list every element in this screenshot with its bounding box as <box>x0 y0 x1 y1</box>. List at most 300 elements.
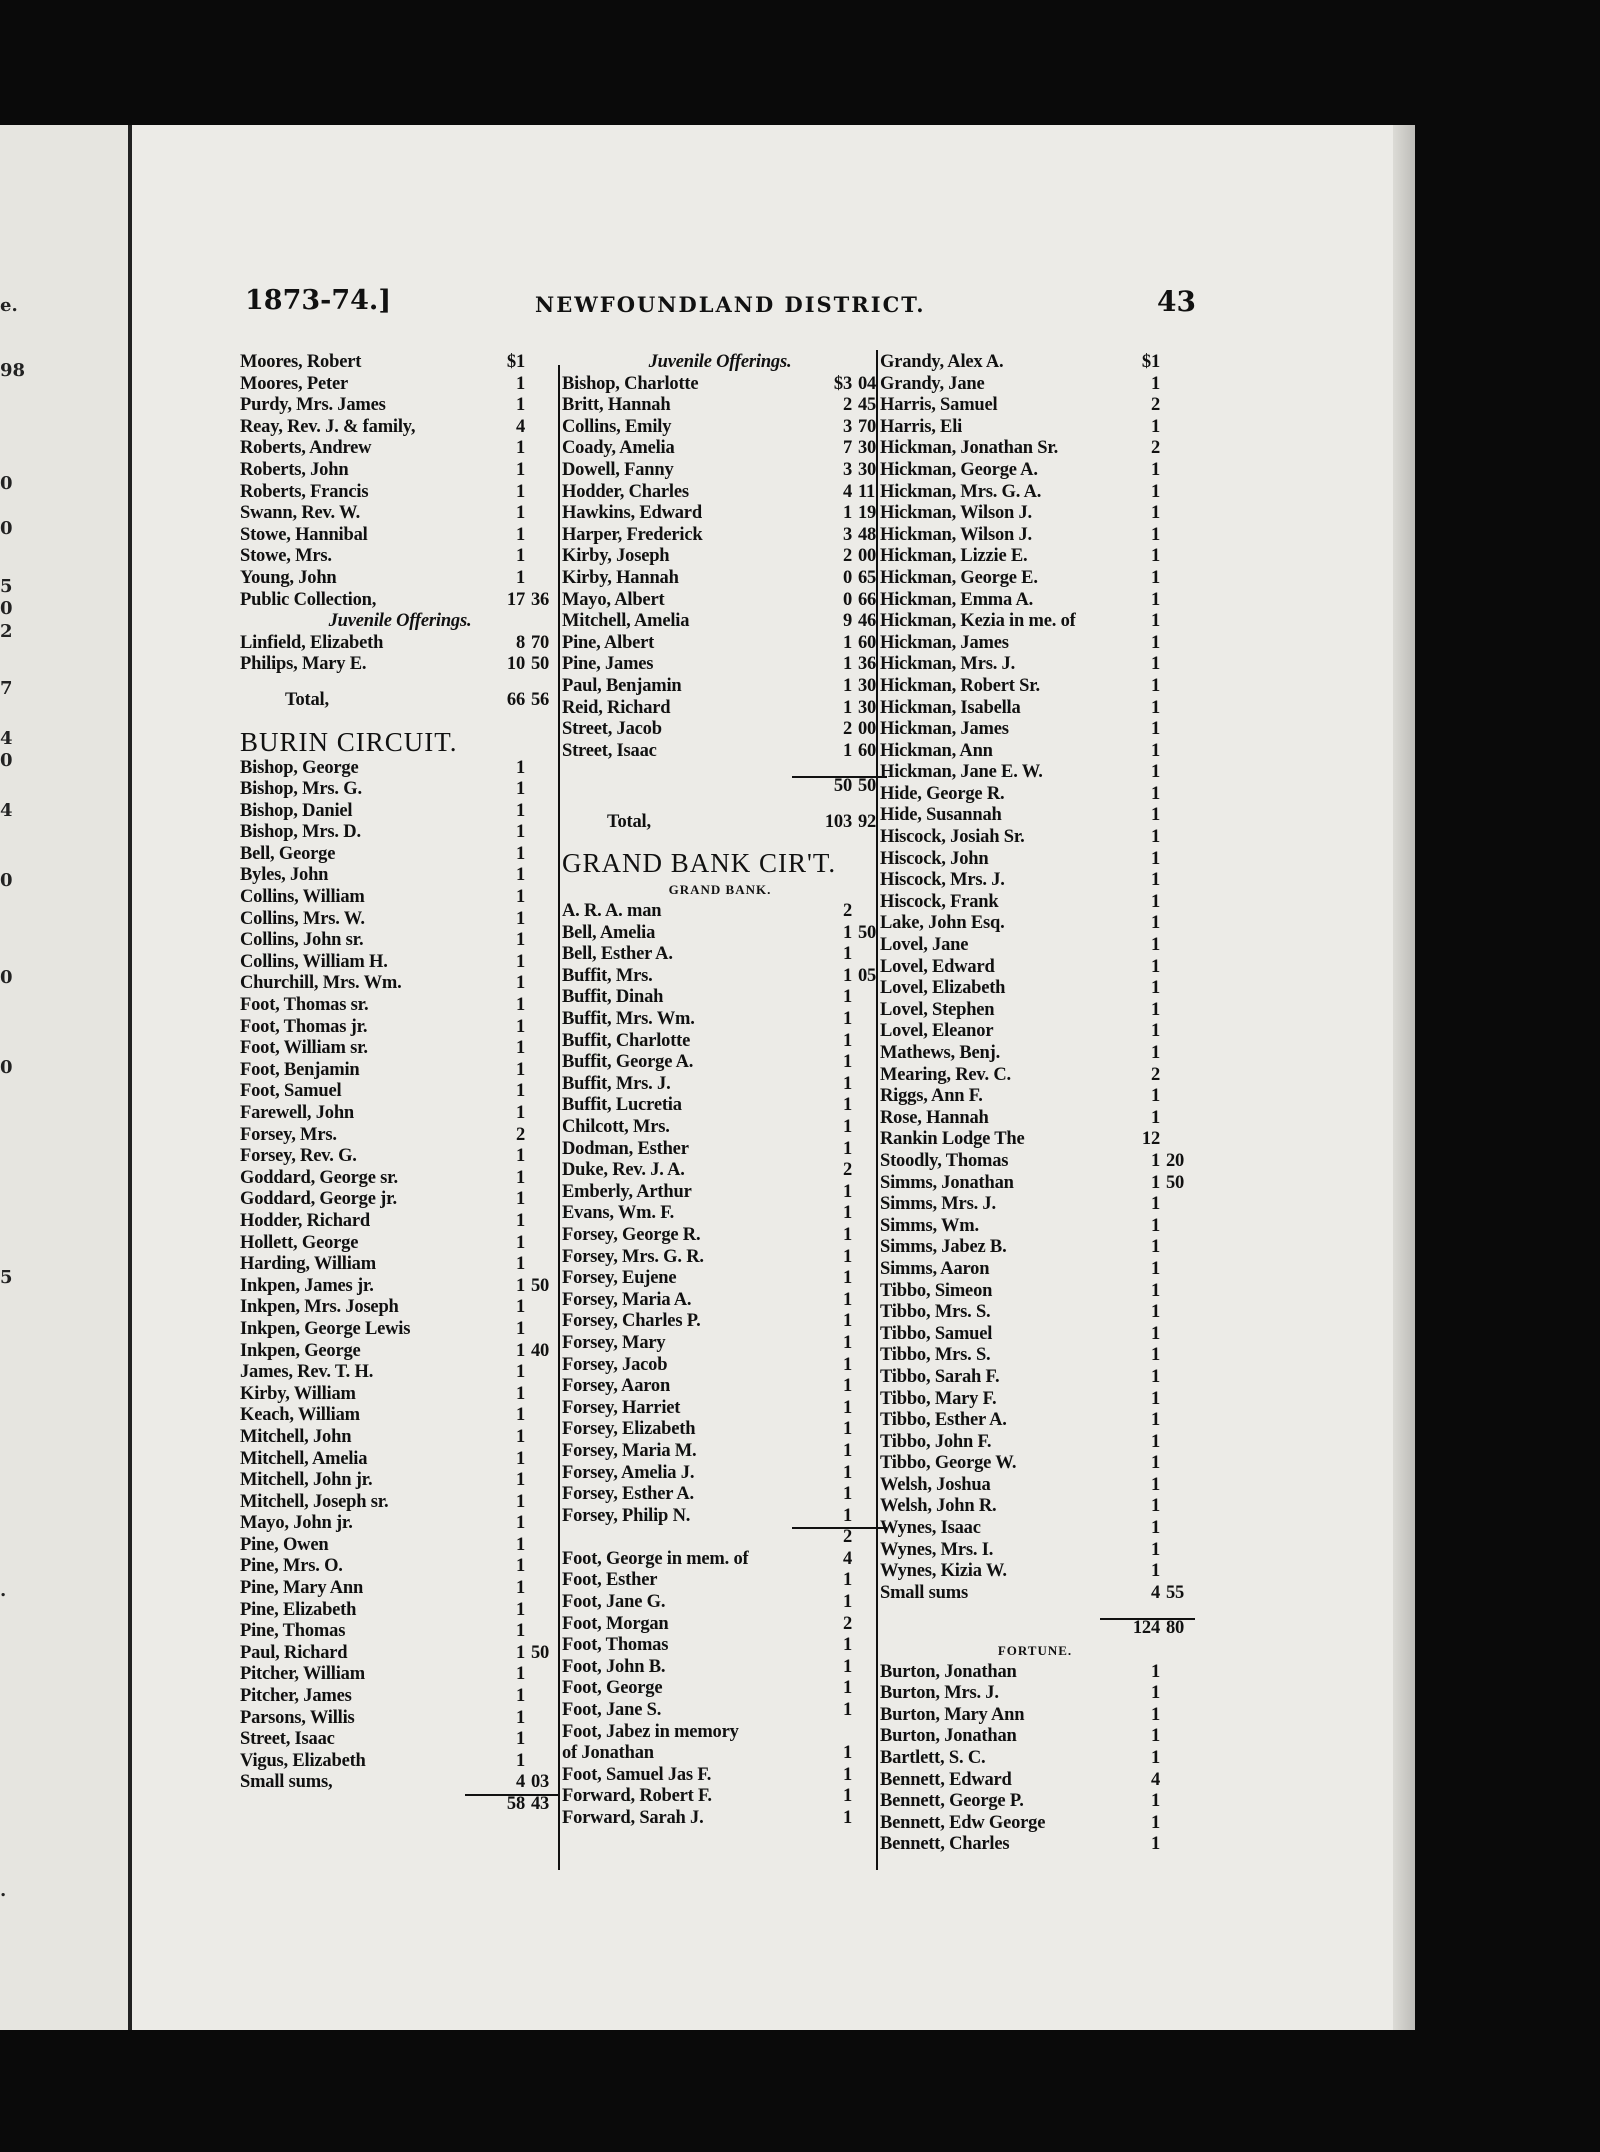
ledger-row <box>562 590 878 612</box>
circuit-heading: BURIN CIRCUIT. <box>240 726 458 757</box>
contributor-name: Foot, Samuel Jas F. <box>562 1764 712 1785</box>
amount-dollars: 1 <box>515 1405 525 1426</box>
contributor-name: James, Rev. T. H. <box>240 1362 374 1383</box>
ledger-row <box>562 1765 878 1787</box>
ledger-row <box>880 805 1190 827</box>
ledger-row <box>880 395 1190 417</box>
ledger-row <box>880 1518 1190 1540</box>
amount-dollars: 1 <box>842 1678 852 1699</box>
ledger-row <box>880 1108 1190 1130</box>
ledger-row <box>880 1791 1190 1813</box>
amount-dollars: $3 <box>833 373 852 394</box>
amount-dollars: 1 <box>515 887 525 908</box>
contributor-name: Hickman, Wilson J. <box>880 503 1032 524</box>
contributor-name: Foot, Jabez in memory <box>562 1721 739 1742</box>
amount-dollars: 1 <box>515 1038 525 1059</box>
amount-cents: 60 <box>858 740 877 761</box>
amount-cents: 65 <box>858 567 877 588</box>
amount-cents: 00 <box>858 546 877 567</box>
ledger-row <box>240 1708 560 1730</box>
contributor-name: Lovel, Edward <box>880 956 995 977</box>
ledger-row <box>880 1410 1190 1432</box>
ledger-row <box>880 633 1190 655</box>
amount-cents: 60 <box>858 632 877 653</box>
amount-dollars: 2 <box>842 901 852 922</box>
ledger-row <box>240 482 560 504</box>
contributor-name: Pine, Owen <box>240 1534 329 1555</box>
ledger-row <box>240 1535 560 1557</box>
contributor-name: Hollett, George <box>240 1232 359 1253</box>
amount-dollars: 1 <box>1150 1107 1160 1128</box>
margin-fragment: 7 <box>0 678 13 699</box>
contributor-name: Stowe, Mrs. <box>240 546 332 567</box>
amount-dollars: 1 <box>515 1621 525 1642</box>
ledger-row <box>880 590 1190 612</box>
ledger-row <box>240 1125 560 1147</box>
contributor-name: Hodder, Charles <box>562 481 689 502</box>
ledger-row <box>880 1475 1190 1497</box>
amount-dollars: 1 <box>515 1556 525 1577</box>
contributor-name: Lake, John Esq. <box>880 913 1005 934</box>
contributor-name: Tibbo, Simeon <box>880 1280 993 1301</box>
amount-dollars: 1 <box>1150 416 1160 437</box>
amount-dollars: 1 <box>515 779 525 800</box>
contributor-name: Bennett, Edward <box>880 1769 1012 1790</box>
amount-dollars: 1 <box>515 973 525 994</box>
ledger-row <box>562 1009 878 1031</box>
amount-cents: 70 <box>858 416 877 437</box>
contributor-name: Forsey, Mrs. G. R. <box>562 1246 704 1267</box>
amount-cents: 50 <box>531 1275 550 1296</box>
contributor-name: Hiscock, John <box>880 848 989 869</box>
amount-dollars: 1 <box>515 503 525 524</box>
contributor-name: Mitchell, Joseph sr. <box>240 1491 389 1512</box>
amount-dollars: 1 <box>1150 1726 1160 1747</box>
amount-dollars: 1 <box>515 1318 525 1339</box>
ledger-row <box>880 1000 1190 1022</box>
ledger-row <box>880 762 1190 784</box>
contributor-name: Forsey, Elizabeth <box>562 1419 696 1440</box>
amount-dollars: 1 <box>1150 740 1160 761</box>
contributor-name: Foot, Jane S. <box>562 1700 662 1721</box>
ledger-row <box>880 784 1190 806</box>
subtotal-row <box>240 1794 560 1816</box>
ledger-row <box>240 1772 560 1794</box>
amount-dollars: 1 <box>515 1275 525 1296</box>
amount-dollars: 1 <box>1150 891 1160 912</box>
contributor-name: Forsey, Harriet <box>562 1397 681 1418</box>
contributor-name: Pitcher, James <box>240 1686 352 1707</box>
contributor-name: Simms, Wm. <box>880 1215 979 1236</box>
contributor-name: Forsey, Rev. G. <box>240 1146 357 1167</box>
amount-dollars: 1 <box>515 1189 525 1210</box>
contributor-name: Pine, James <box>562 654 654 675</box>
amount-dollars: 1 <box>842 1700 852 1721</box>
amount-dollars: 1 <box>1150 1453 1160 1474</box>
column-divider-right <box>876 350 878 1870</box>
amount-dollars: 4 <box>842 1548 852 1569</box>
amount-dollars: 1 <box>842 1203 852 1224</box>
contributor-name: Wynes, Kizia W. <box>880 1561 1007 1582</box>
ledger-row <box>562 698 878 720</box>
amount-dollars: 3 <box>842 459 852 480</box>
contributor-name: Forsey, Eujene <box>562 1268 677 1289</box>
margin-fragment: . <box>0 1880 7 1901</box>
amount-cents: 70 <box>531 632 550 653</box>
contributor-name: Tibbo, Samuel <box>880 1323 993 1344</box>
amount-dollars: 1 <box>1150 611 1160 632</box>
amount-dollars: 1 <box>842 654 852 675</box>
contributor-name: Forsey, Aaron <box>562 1376 671 1397</box>
contributor-name: Forsey, Maria A. <box>562 1289 692 1310</box>
ledger-row <box>562 1614 878 1636</box>
ledger-row <box>240 1664 560 1686</box>
contributor-name: Grandy, Alex A. <box>880 352 1004 372</box>
amount-dollars: 1 <box>842 1570 852 1591</box>
ledger-row <box>880 1216 1190 1238</box>
spacer <box>562 833 878 847</box>
ledger-row <box>880 1237 1190 1259</box>
amount-dollars: 8 <box>515 632 525 653</box>
contributor-name: Hickman, Jane E. W. <box>880 762 1043 783</box>
amount-dollars: 1 <box>842 1073 852 1094</box>
ledger-row <box>880 654 1190 676</box>
amount-dollars: 0 <box>842 567 852 588</box>
ledger-row <box>880 417 1190 439</box>
amount-dollars: 1 <box>842 987 852 1008</box>
amount-cents: 56 <box>531 689 550 710</box>
amount-dollars: 1 <box>515 373 525 394</box>
ledger-row <box>880 1432 1190 1454</box>
amount-cents: 46 <box>858 611 877 632</box>
amount-dollars: 2 <box>1150 395 1160 416</box>
ledger-row <box>880 546 1190 568</box>
contributor-name: Hodder, Richard <box>240 1210 370 1231</box>
contributor-name: Goddard, George sr. <box>240 1167 398 1188</box>
ledger-row <box>562 503 878 525</box>
amount-dollars: 1 <box>842 1030 852 1051</box>
contributor-name: Burton, Mary Ann <box>880 1704 1025 1725</box>
amount-dollars: 1 <box>842 922 852 943</box>
ledger-row <box>880 1389 1190 1411</box>
ledger-row <box>562 1570 878 1592</box>
amount-dollars: 1 <box>1150 1661 1160 1682</box>
ledger-row <box>240 1686 560 1708</box>
contributor-name: Foot, Thomas sr. <box>240 995 369 1016</box>
ledger-row <box>880 568 1190 590</box>
ledger-row <box>562 482 878 504</box>
ledger-row <box>240 1621 560 1643</box>
ledger-row <box>880 1367 1190 1389</box>
amount-dollars: 1 <box>515 1103 525 1123</box>
amount-dollars: 1 <box>1150 373 1160 394</box>
amount-dollars: 2 <box>842 546 852 567</box>
contributor-name: Young, John <box>240 567 337 588</box>
amount-dollars: 1 <box>1150 1496 1160 1517</box>
amount-dollars: 0 <box>842 589 852 610</box>
amount-dollars: 7 <box>842 438 852 459</box>
margin-fragment: 5 <box>0 576 13 597</box>
contributor-name: Bennett, George P. <box>880 1791 1024 1812</box>
amount-dollars: 1 <box>515 1491 525 1512</box>
contributor-name: Hickman, Wilson J. <box>880 524 1032 545</box>
contributor-name: Foot, William sr. <box>240 1038 368 1059</box>
ledger-row <box>562 1463 878 1485</box>
contributor-name: Pine, Thomas <box>240 1621 346 1642</box>
ledger-row <box>562 374 878 396</box>
ledger-row <box>562 1333 878 1355</box>
ledger-row <box>240 1427 560 1449</box>
amount-dollars: 1 <box>515 1664 525 1685</box>
amount-cents: 50 <box>858 776 877 797</box>
margin-fragment: 0 <box>0 870 13 891</box>
ledger-row <box>562 525 878 547</box>
ledger-row <box>562 1700 878 1722</box>
contributor-name: Mathews, Benj. <box>880 1043 1001 1063</box>
contributor-name: Moores, Peter <box>240 373 348 394</box>
contributor-name: Foot, Thomas <box>562 1635 669 1656</box>
section-subheading: Juvenile Offerings. <box>648 352 792 372</box>
contributor-name: Lovel, Elizabeth <box>880 978 1006 999</box>
contributor-name: Hawkins, Edward <box>562 503 702 524</box>
contributor-name: Street, Isaac <box>562 740 657 761</box>
ledger-row <box>240 590 560 612</box>
contributor-name: Foot, Jane G. <box>562 1592 666 1613</box>
contributor-name: Roberts, John <box>240 459 349 480</box>
ledger-row <box>562 417 878 439</box>
ledger-row <box>240 844 560 866</box>
contributor-name: Inkpen, James jr. <box>240 1275 374 1296</box>
ledger-row <box>240 546 560 568</box>
amount-dollars: 1 <box>515 1146 525 1167</box>
contributor-name: Hickman, Isabella <box>880 697 1021 718</box>
contributor-name: Byles, John <box>240 865 329 886</box>
contributor-name: of Jonathan <box>562 1743 654 1764</box>
ledger-row <box>240 1405 560 1427</box>
contributor-name: Goddard, George jr. <box>240 1189 397 1210</box>
amount-dollars: 1 <box>515 1167 525 1188</box>
ledger-row <box>562 1549 878 1571</box>
amount-dollars: 4 <box>842 481 852 502</box>
amount-dollars: 1 <box>1150 589 1160 610</box>
amount-dollars: 1 <box>1150 783 1160 804</box>
ledger-row <box>240 1211 560 1233</box>
contributor-name: Reid, Richard <box>562 697 671 718</box>
contributor-name: Chilcott, Mrs. <box>562 1117 670 1137</box>
amount-dollars: 1 <box>1150 459 1160 480</box>
ledger-row <box>880 1561 1190 1583</box>
contributor-name: Forsey, Amelia J. <box>562 1462 695 1483</box>
ledger-row <box>240 1341 560 1363</box>
contributor-name: Dodman, Esther <box>562 1138 689 1159</box>
amount-cents: 66 <box>858 589 877 610</box>
contributor-name: Mitchell, John jr. <box>240 1470 373 1491</box>
amount-dollars: 1 <box>1150 1518 1160 1539</box>
section-subheading: Juvenile Offerings. <box>328 611 472 632</box>
amount-dollars: 1 <box>1150 935 1160 956</box>
amount-dollars: 1 <box>515 546 525 567</box>
subtotal-rule <box>792 1527 887 1529</box>
ledger-row <box>880 1705 1190 1727</box>
contributor-name: Hiscock, Frank <box>880 891 999 912</box>
ledger-row <box>880 1194 1190 1216</box>
ledger-row <box>880 525 1190 547</box>
contributor-name: Burton, Jonathan <box>880 1726 1017 1747</box>
margin-fragment: 0 <box>0 473 13 494</box>
contributor-name: Inkpen, George <box>240 1340 361 1361</box>
column-divider-left <box>558 365 560 1870</box>
ledger-row <box>562 1398 878 1420</box>
amount-dollars: 1 <box>842 1181 852 1202</box>
amount-dollars: 1 <box>842 1376 852 1397</box>
contributor-name: Bishop, Mrs. D. <box>240 822 361 843</box>
ledger-row <box>880 611 1190 633</box>
ledger-row <box>240 1168 560 1190</box>
ledger-row <box>880 460 1190 482</box>
margin-fragment: 5 <box>0 1267 13 1288</box>
amount-cents: 50 <box>858 922 877 943</box>
amount-dollars: 1 <box>515 1081 525 1102</box>
contributor-name: Hickman, Mrs. J. <box>880 654 1016 675</box>
amount-dollars: 1 <box>1150 978 1160 999</box>
contributor-name: Coady, Amelia <box>562 438 675 459</box>
ledger-row <box>562 1095 878 1117</box>
contributor-name: Harper, Frederick <box>562 524 703 545</box>
ledger-row <box>880 1726 1190 1748</box>
contributor-name: Tibbo, Mrs. S. <box>880 1345 991 1366</box>
amount-dollars: 1 <box>1150 870 1160 891</box>
margin-fragment: 2 <box>0 621 13 642</box>
amount-cents: 30 <box>858 675 877 696</box>
contributor-name: Inkpen, Mrs. Joseph <box>240 1297 399 1318</box>
ledger-row <box>880 1086 1190 1108</box>
amount-dollars: 1 <box>515 1426 525 1447</box>
contributor-name: Harris, Samuel <box>880 395 998 416</box>
ledger-row <box>240 1276 560 1298</box>
amount-dollars: 2 <box>842 1527 852 1548</box>
spacer <box>562 762 878 776</box>
contributor-name: Hickman, Ann <box>880 740 993 761</box>
contributor-name: Farewell, John <box>240 1103 355 1123</box>
amount-dollars: 1 <box>1150 848 1160 869</box>
contributor-name: Burton, Jonathan <box>880 1661 1017 1682</box>
ledger-row <box>240 438 560 460</box>
ledger-row <box>880 913 1190 935</box>
amount-cents: 04 <box>858 373 877 394</box>
amount-dollars: 1 <box>1150 567 1160 588</box>
amount-cents: 11 <box>858 481 876 502</box>
contributor-name: Collins, Emily <box>562 416 672 437</box>
ledger-row <box>880 1834 1190 1856</box>
amount-dollars: 1 <box>1150 481 1160 502</box>
ledger-row <box>562 654 878 676</box>
ledger-row <box>880 935 1190 957</box>
ledger-row <box>880 1683 1190 1705</box>
ledger-row <box>240 633 560 655</box>
contributor-name: Bennett, Charles <box>880 1834 1010 1855</box>
amount-dollars: 4 <box>515 1772 525 1793</box>
contributor-name: Kirby, Joseph <box>562 546 670 567</box>
amount-dollars: 1 <box>842 1656 852 1677</box>
ledger-row <box>562 1635 878 1657</box>
ledger-row <box>880 1043 1190 1065</box>
amount-dollars: 2 <box>842 1613 852 1634</box>
ledger-row <box>240 1103 560 1125</box>
contributor-name: Pine, Mary Ann <box>240 1578 364 1599</box>
amount-cents: 30 <box>858 438 877 459</box>
amount-cents: 45 <box>858 395 877 416</box>
contributor-name: Evans, Wm. F. <box>562 1203 675 1224</box>
ledger-row <box>880 1281 1190 1303</box>
amount-dollars: 1 <box>515 822 525 843</box>
contributor-name: Forward, Robert F. <box>562 1786 712 1807</box>
ledger-row <box>240 1362 560 1384</box>
amount-dollars: 1 <box>515 1362 525 1383</box>
amount-dollars: 1 <box>842 1268 852 1289</box>
ledger-row <box>240 1513 560 1535</box>
ledger-row <box>880 827 1190 849</box>
amount-dollars: 1 <box>1150 1302 1160 1323</box>
amount-cents: 36 <box>531 589 550 610</box>
amount-dollars: 1 <box>1150 632 1160 653</box>
amount-dollars: 1 <box>842 1289 852 1310</box>
contributor-name: Collins, William H. <box>240 951 388 972</box>
amount-dollars: 1 <box>1150 1431 1160 1452</box>
ledger-row <box>880 1770 1190 1792</box>
contributor-name: Street, Jacob <box>562 719 662 740</box>
contributor-name: Hickman, Robert Sr. <box>880 675 1040 696</box>
contributor-name: Hickman, Kezia in me. of <box>880 611 1076 632</box>
ledger-row <box>562 1311 878 1333</box>
margin-fragment: 0 <box>0 967 13 988</box>
ledger-row <box>880 1021 1190 1043</box>
contributor-name: Rankin Lodge The <box>880 1129 1025 1150</box>
contributor-name: Collins, Mrs. W. <box>240 908 365 929</box>
amount-dollars: 1 <box>842 1635 852 1656</box>
contributor-name: Hickman, James <box>880 632 1009 653</box>
amount-dollars: 1 <box>1150 1194 1160 1215</box>
margin-fragment: 4 <box>0 800 13 821</box>
ledger-row <box>880 1813 1190 1835</box>
contributor-name: A. R. A. man <box>562 901 662 922</box>
amount-dollars: 1 <box>842 1484 852 1505</box>
amount-dollars: 1 <box>842 1095 852 1116</box>
amount-cents: 20 <box>1166 1150 1185 1171</box>
contributor-name: Small sums <box>880 1582 968 1603</box>
ledger-row <box>562 1182 878 1204</box>
contributor-name: Street, Isaac <box>240 1729 335 1750</box>
contributor-name: Roberts, Andrew <box>240 438 372 459</box>
contributor-name: Britt, Hannah <box>562 395 671 416</box>
amount-dollars: 1 <box>1150 1683 1160 1704</box>
contributor-name: Paul, Richard <box>240 1642 348 1663</box>
ledger-row <box>240 1492 560 1514</box>
contributor-name: Reay, Rev. J. & family, <box>240 416 416 437</box>
amount-cents: 80 <box>1166 1618 1185 1639</box>
ledger-row <box>240 503 560 525</box>
place-heading: FORTUNE. <box>997 1643 1073 1659</box>
amount-cents: 40 <box>531 1340 550 1361</box>
amount-dollars: 2 <box>1150 1064 1160 1085</box>
ledger-row <box>240 1017 560 1039</box>
amount-dollars: 1 <box>515 995 525 1016</box>
margin-fragment: e. <box>0 295 18 316</box>
ledger-row <box>240 1146 560 1168</box>
ledger-row <box>240 1233 560 1255</box>
ledger-row <box>240 1556 560 1578</box>
ledger-row <box>880 1173 1190 1195</box>
amount-dollars: 1 <box>515 481 525 502</box>
